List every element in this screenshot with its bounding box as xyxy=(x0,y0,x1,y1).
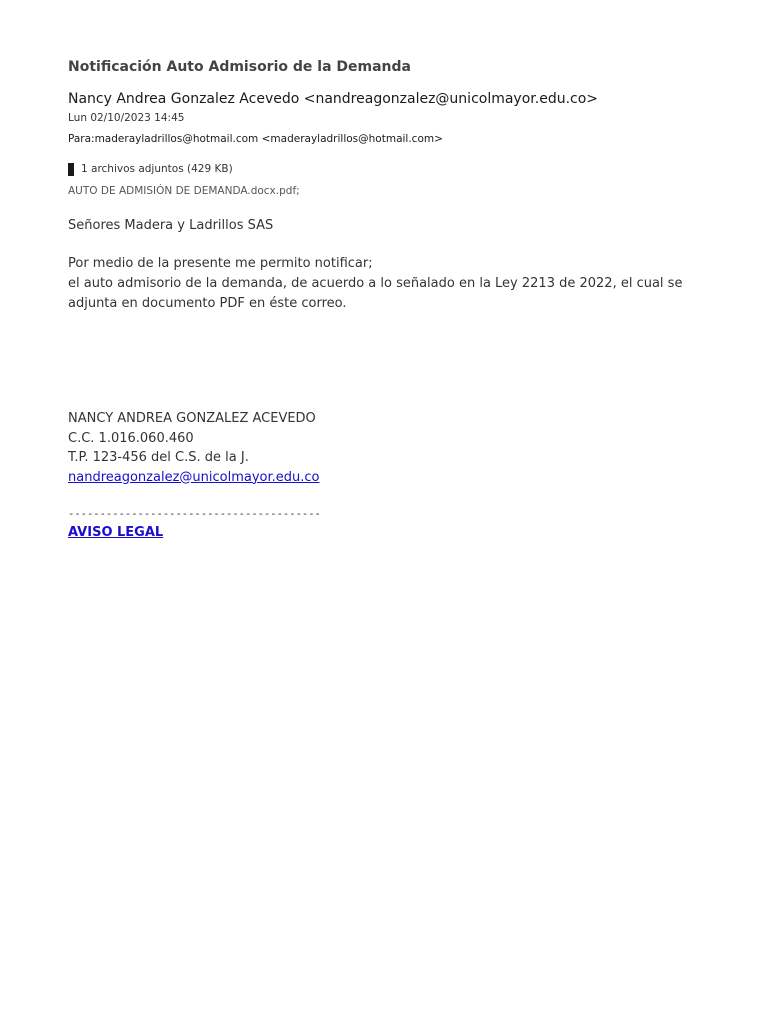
body-paragraph: Por medio de la presente me permito notificar; xyxy=(68,256,373,271)
signature-id: C.C. 1.016.060.460 xyxy=(68,430,194,446)
attachment-file[interactable]: AUTO DE ADMISIÓN DE DEMANDA.docx.pdf; xyxy=(68,185,300,197)
signature-name: NANCY ANDREA GONZALEZ ACEVEDO xyxy=(68,411,316,426)
signature-tp: T.P. 123-456 del C.S. de la J. xyxy=(68,450,249,465)
email-greeting: Señores Madera y Ladrillos SAS xyxy=(68,218,274,233)
email-sender: Nancy Andrea Gonzalez Acevedo <nandreagonzalez@unicolmayor.edu.co> xyxy=(68,91,599,107)
attachments-summary xyxy=(68,162,708,176)
attachments-count: 1 archivos adjuntos (429 KB) xyxy=(81,163,233,175)
attachment-icon xyxy=(68,163,74,176)
email-recipient: Para:maderayladrillos@hotmail.com <maderayladrillos@hotmail.com> xyxy=(68,133,443,145)
email-date: Lun 02/10/2023 14:45 xyxy=(68,112,185,124)
signature-email-link[interactable]: nandreagonzalez@unicolmayor.edu.co xyxy=(68,469,320,485)
email-body xyxy=(68,254,708,314)
body-paragraph: el auto admisorio de la demanda, de acuerdo a lo señalado en la Ley 2213 de 2022, el cual se adjunta en documento PDF en éste correo. xyxy=(68,276,683,311)
legal-notice-link[interactable]: AVISO LEGAL xyxy=(68,525,164,540)
email-signature xyxy=(68,409,708,487)
email-message xyxy=(68,56,708,542)
separator: ---------------------------------------- xyxy=(68,508,321,520)
email-subject: Notificación Auto Admisorio de la Demanda xyxy=(68,59,411,75)
